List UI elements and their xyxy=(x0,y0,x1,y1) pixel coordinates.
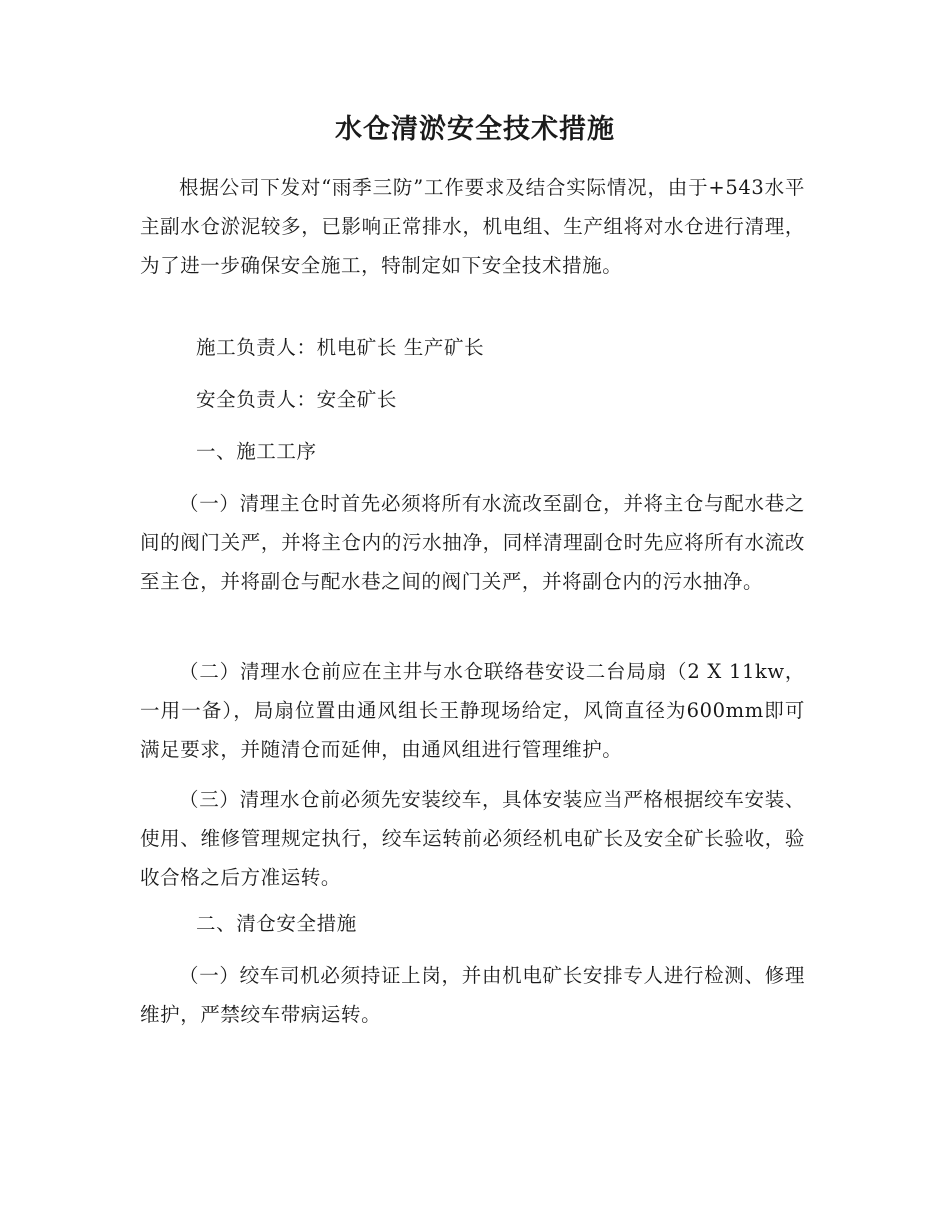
section1-item1: （一）清理主仓时首先必须将所有水流改至副仓，并将主仓与配水巷之间的阀门关严，并将主仓内的污水抽净，同样清理副仓时先应将所有水流改至主仓，并将副仓与配水巷之间的阀门关严，并将副仓内的污水抽净。 xyxy=(140,492,805,593)
section1-heading: 一、施工工序 xyxy=(196,440,317,463)
intro-paragraph: 根据公司下发对“雨季三防”工作要求及结合实际情况，由于+543水平主副水仓淤泥较多，已影响正常排水，机电组、生产组将对水仓进行清理，为了进一步确保安全施工，特制定如下安全技术措施。 xyxy=(140,176,805,277)
section1-item3: （三）清理水仓前必须先安装绞车，具体安装应当严格根据绞车安装、使用、维修管理规定执行，绞车运转前必须经机电矿长及安全矿长验收，验收合格之后方准运转。 xyxy=(140,788,805,889)
section2-item1: （一）绞车司机必须持证上岗，并由机电矿长安排专人进行检测、修理维护，严禁绞车带病运转。 xyxy=(140,964,805,1026)
section2-heading: 二、清仓安全措施 xyxy=(196,912,357,935)
safety-lead-line: 安全负责人：安全矿长 xyxy=(196,388,398,411)
document-title: 水仓清淤安全技术措施 xyxy=(335,114,615,145)
construction-lead-line: 施工负责人：机电矿长 生产矿长 xyxy=(196,336,485,359)
section1-item2: （二）清理水仓前应在主井与水仓联络巷安设二台局扇（2 X 11kw，一用一备），局扇位置由通风组长王静现场给定，风筒直径为600mm即可满足要求，并随清仓而延伸，由通风组进行管理维护。 xyxy=(140,660,805,761)
